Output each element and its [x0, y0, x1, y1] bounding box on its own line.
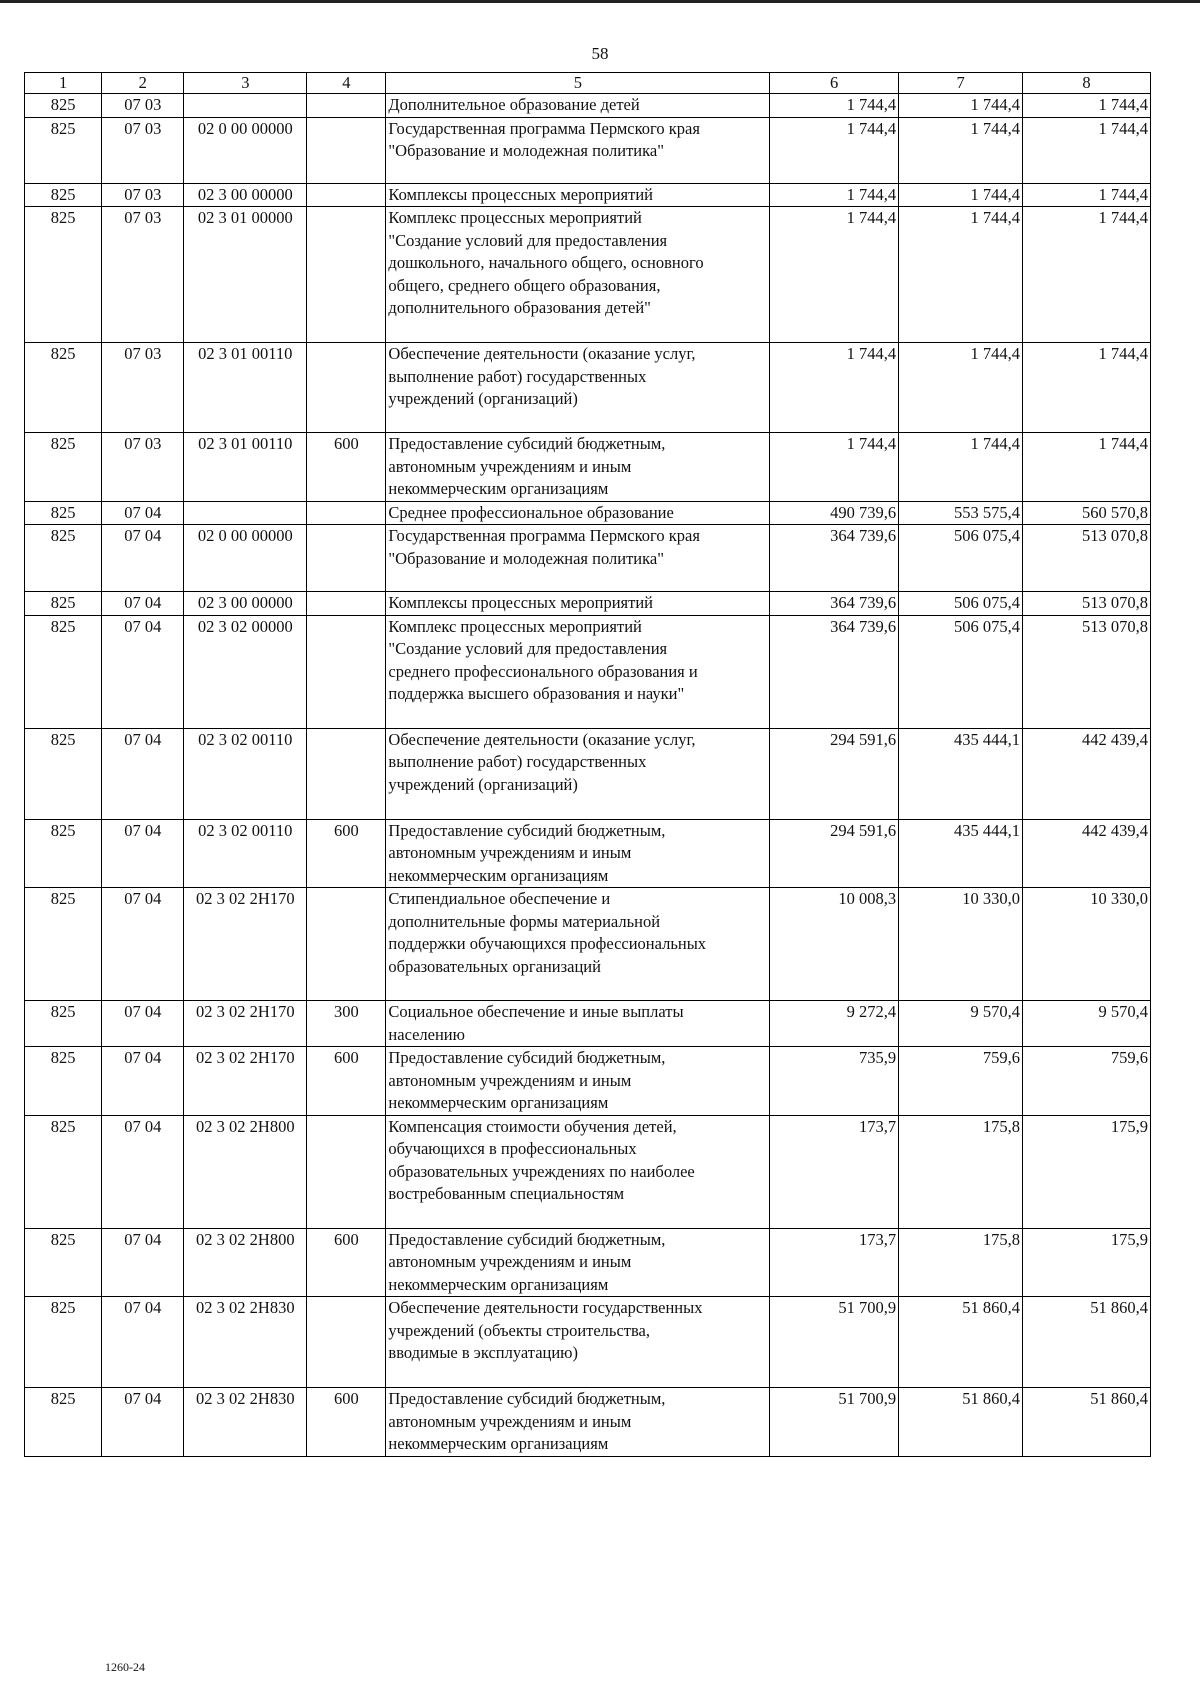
table-row [25, 1047, 1151, 1116]
expense-type-cell [307, 1115, 386, 1228]
expense-type-cell [307, 1297, 386, 1388]
target-article-cell: 02 3 02 00110 [184, 819, 307, 888]
header-col-7: 7 [899, 73, 1023, 94]
table-row [25, 1001, 1151, 1047]
section-code-cell: 07 04 [102, 592, 184, 616]
amount-col-6-cell: 1 744,4 [770, 433, 899, 502]
amount-col-8-cell: 51 860,4 [1023, 1388, 1151, 1457]
amount-col-8-cell: 513 070,8 [1023, 592, 1151, 616]
amount-col-7-cell: 9 570,4 [899, 1001, 1023, 1047]
grbs-code-cell: 825 [25, 888, 102, 1001]
grbs-code-cell: 825 [25, 1001, 102, 1047]
amount-col-6-cell: 364 739,6 [770, 592, 899, 616]
amount-col-8-cell: 1 744,4 [1023, 117, 1151, 183]
item-name-cell: Дополнительное образование детей [386, 94, 770, 118]
budget-table [24, 72, 1151, 1457]
table-row [25, 1228, 1151, 1297]
item-name-cell: Среднее профессиональное образование [386, 501, 770, 525]
table-row [25, 592, 1151, 616]
page-number: 58 [591, 44, 609, 63]
section-code-cell: 07 03 [102, 343, 184, 433]
grbs-code-cell: 825 [25, 615, 102, 728]
amount-col-7-cell: 435 444,1 [899, 819, 1023, 888]
target-article-cell: 02 3 02 2Н800 [184, 1228, 307, 1297]
expense-type-cell: 300 [307, 1001, 386, 1047]
target-article-cell: 02 3 01 00110 [184, 433, 307, 502]
grbs-code-cell: 825 [25, 1047, 102, 1116]
expense-type-cell [307, 343, 386, 433]
table-row [25, 343, 1151, 433]
item-name-cell: Предоставление субсидий бюджетным, автономным учреждениям и иным некоммерческим организациям [386, 433, 770, 502]
amount-col-8-cell: 759,6 [1023, 1047, 1151, 1116]
amount-col-8-cell: 513 070,8 [1023, 525, 1151, 592]
amount-col-7-cell: 1 744,4 [899, 94, 1023, 118]
amount-col-6-cell: 9 272,4 [770, 1001, 899, 1047]
expense-type-cell [307, 117, 386, 183]
expense-type-cell [307, 94, 386, 118]
amount-col-6-cell: 735,9 [770, 1047, 899, 1116]
amount-col-8-cell: 175,9 [1023, 1228, 1151, 1297]
amount-col-6-cell: 490 739,6 [770, 501, 899, 525]
expense-type-cell [307, 728, 386, 819]
scan-top-edge [0, 0, 1200, 3]
amount-col-7-cell: 1 744,4 [899, 117, 1023, 183]
table-row [25, 501, 1151, 525]
header-col-5: 5 [386, 73, 770, 94]
amount-col-8-cell: 10 330,0 [1023, 888, 1151, 1001]
section-code-cell: 07 04 [102, 728, 184, 819]
amount-col-6-cell: 173,7 [770, 1115, 899, 1228]
amount-col-7-cell: 51 860,4 [899, 1297, 1023, 1388]
table-row [25, 615, 1151, 728]
grbs-code-cell: 825 [25, 117, 102, 183]
amount-col-8-cell: 175,9 [1023, 1115, 1151, 1228]
amount-col-8-cell: 513 070,8 [1023, 615, 1151, 728]
expense-type-cell [307, 525, 386, 592]
section-code-cell: 07 04 [102, 1388, 184, 1457]
amount-col-6-cell: 173,7 [770, 1228, 899, 1297]
item-name-cell: Комплексы процессных мероприятий [386, 183, 770, 207]
target-article-cell: 02 3 02 2Н170 [184, 1001, 307, 1047]
amount-col-7-cell: 1 744,4 [899, 207, 1023, 343]
section-code-cell: 07 03 [102, 183, 184, 207]
amount-col-8-cell: 9 570,4 [1023, 1001, 1151, 1047]
item-name-cell: Комплекс процессных мероприятий "Создание условий для предоставления среднего профессионального образования и поддержка высшего образования и науки" [386, 615, 770, 728]
header-col-2: 2 [102, 73, 184, 94]
document-code: 1260-24 [105, 1660, 145, 1674]
amount-col-7-cell: 506 075,4 [899, 592, 1023, 616]
grbs-code-cell: 825 [25, 183, 102, 207]
amount-col-8-cell: 560 570,8 [1023, 501, 1151, 525]
target-article-cell [184, 94, 307, 118]
amount-col-6-cell: 1 744,4 [770, 183, 899, 207]
expense-type-cell [307, 615, 386, 728]
amount-col-8-cell: 1 744,4 [1023, 433, 1151, 502]
amount-col-7-cell: 759,6 [899, 1047, 1023, 1116]
expense-type-cell [307, 183, 386, 207]
table-row [25, 1297, 1151, 1388]
target-article-cell [184, 501, 307, 525]
table-row [25, 525, 1151, 592]
section-code-cell: 07 04 [102, 1001, 184, 1047]
header-col-3: 3 [184, 73, 307, 94]
section-code-cell: 07 04 [102, 501, 184, 525]
header-row [25, 73, 1151, 94]
item-name-cell: Государственная программа Пермского края "Образование и молодежная политика" [386, 117, 770, 183]
section-code-cell: 07 03 [102, 207, 184, 343]
target-article-cell: 02 3 00 00000 [184, 592, 307, 616]
amount-col-7-cell: 1 744,4 [899, 433, 1023, 502]
amount-col-6-cell: 1 744,4 [770, 117, 899, 183]
budget-table-body [25, 94, 1151, 1457]
item-name-cell: Обеспечение деятельности государственных учреждений (объекты строительства, вводимые в эксплуатацию) [386, 1297, 770, 1388]
header-col-8: 8 [1023, 73, 1151, 94]
item-name-cell: Предоставление субсидий бюджетным, автономным учреждениям и иным некоммерческим организациям [386, 1228, 770, 1297]
item-name-cell: Обеспечение деятельности (оказание услуг, выполнение работ) государственных учреждений (организаций) [386, 728, 770, 819]
table-row [25, 1388, 1151, 1457]
target-article-cell: 02 3 02 2Н170 [184, 1047, 307, 1116]
expense-type-cell [307, 888, 386, 1001]
expense-type-cell: 600 [307, 1388, 386, 1457]
table-row [25, 207, 1151, 343]
grbs-code-cell: 825 [25, 501, 102, 525]
amount-col-8-cell: 1 744,4 [1023, 207, 1151, 343]
section-code-cell: 07 04 [102, 888, 184, 1001]
item-name-cell: Обеспечение деятельности (оказание услуг, выполнение работ) государственных учреждений (организаций) [386, 343, 770, 433]
target-article-cell: 02 3 02 00000 [184, 615, 307, 728]
section-code-cell: 07 03 [102, 117, 184, 183]
amount-col-7-cell: 175,8 [899, 1115, 1023, 1228]
target-article-cell: 02 3 00 00000 [184, 183, 307, 207]
item-name-cell: Компенсация стоимости обучения детей, обучающихся в профессиональных образовательных учреждениях по наиболее востребованным специальностям [386, 1115, 770, 1228]
header-col-4: 4 [307, 73, 386, 94]
table-row [25, 728, 1151, 819]
amount-col-7-cell: 51 860,4 [899, 1388, 1023, 1457]
target-article-cell: 02 3 02 00110 [184, 728, 307, 819]
item-name-cell: Государственная программа Пермского края "Образование и молодежная политика" [386, 525, 770, 592]
section-code-cell: 07 04 [102, 1115, 184, 1228]
item-name-cell: Предоставление субсидий бюджетным, автономным учреждениям и иным некоммерческим организациям [386, 819, 770, 888]
amount-col-7-cell: 10 330,0 [899, 888, 1023, 1001]
amount-col-6-cell: 294 591,6 [770, 728, 899, 819]
section-code-cell: 07 03 [102, 433, 184, 502]
section-code-cell: 07 04 [102, 1047, 184, 1116]
target-article-cell: 02 3 02 2Н800 [184, 1115, 307, 1228]
amount-col-6-cell: 1 744,4 [770, 343, 899, 433]
amount-col-8-cell: 1 744,4 [1023, 183, 1151, 207]
expense-type-cell [307, 592, 386, 616]
section-code-cell: 07 04 [102, 615, 184, 728]
grbs-code-cell: 825 [25, 592, 102, 616]
expense-type-cell: 600 [307, 1047, 386, 1116]
item-name-cell: Комплекс процессных мероприятий "Создание условий для предоставления дошкольного, начального общего, основного общего, среднего общего образования, дополнительного образования детей" [386, 207, 770, 343]
amount-col-6-cell: 364 739,6 [770, 615, 899, 728]
header-col-1: 1 [25, 73, 102, 94]
amount-col-6-cell: 10 008,3 [770, 888, 899, 1001]
target-article-cell: 02 3 02 2Н830 [184, 1388, 307, 1457]
grbs-code-cell: 825 [25, 819, 102, 888]
target-article-cell: 02 0 00 00000 [184, 117, 307, 183]
expense-type-cell: 600 [307, 1228, 386, 1297]
amount-col-6-cell: 364 739,6 [770, 525, 899, 592]
table-row [25, 1115, 1151, 1228]
section-code-cell: 07 04 [102, 1228, 184, 1297]
grbs-code-cell: 825 [25, 525, 102, 592]
grbs-code-cell: 825 [25, 433, 102, 502]
amount-col-6-cell: 1 744,4 [770, 94, 899, 118]
target-article-cell: 02 0 00 00000 [184, 525, 307, 592]
target-article-cell: 02 3 01 00110 [184, 343, 307, 433]
amount-col-8-cell: 51 860,4 [1023, 1297, 1151, 1388]
table-row [25, 819, 1151, 888]
grbs-code-cell: 825 [25, 728, 102, 819]
grbs-code-cell: 825 [25, 1297, 102, 1388]
expense-type-cell [307, 501, 386, 525]
table-row [25, 183, 1151, 207]
amount-col-8-cell: 442 439,4 [1023, 728, 1151, 819]
amount-col-6-cell: 51 700,9 [770, 1297, 899, 1388]
item-name-cell: Стипендиальное обеспечение и дополнительные формы материальной поддержки обучающихся профессиональных образовательных организаций [386, 888, 770, 1001]
item-name-cell: Социальное обеспечение и иные выплаты населению [386, 1001, 770, 1047]
target-article-cell: 02 3 01 00000 [184, 207, 307, 343]
grbs-code-cell: 825 [25, 207, 102, 343]
amount-col-7-cell: 506 075,4 [899, 525, 1023, 592]
grbs-code-cell: 825 [25, 1388, 102, 1457]
amount-col-7-cell: 553 575,4 [899, 501, 1023, 525]
table-row [25, 433, 1151, 502]
item-name-cell: Комплексы процессных мероприятий [386, 592, 770, 616]
item-name-cell: Предоставление субсидий бюджетным, автономным учреждениям и иным некоммерческим организациям [386, 1388, 770, 1457]
amount-col-7-cell: 435 444,1 [899, 728, 1023, 819]
target-article-cell: 02 3 02 2Н830 [184, 1297, 307, 1388]
amount-col-7-cell: 1 744,4 [899, 343, 1023, 433]
grbs-code-cell: 825 [25, 1228, 102, 1297]
table-row [25, 117, 1151, 183]
amount-col-6-cell: 294 591,6 [770, 819, 899, 888]
expense-type-cell: 600 [307, 433, 386, 502]
expense-type-cell: 600 [307, 819, 386, 888]
header-col-6: 6 [770, 73, 899, 94]
target-article-cell: 02 3 02 2Н170 [184, 888, 307, 1001]
table-row [25, 94, 1151, 118]
section-code-cell: 07 04 [102, 1297, 184, 1388]
amount-col-7-cell: 506 075,4 [899, 615, 1023, 728]
amount-col-8-cell: 1 744,4 [1023, 94, 1151, 118]
section-code-cell: 07 04 [102, 819, 184, 888]
grbs-code-cell: 825 [25, 1115, 102, 1228]
amount-col-7-cell: 1 744,4 [899, 183, 1023, 207]
grbs-code-cell: 825 [25, 343, 102, 433]
table-row [25, 888, 1151, 1001]
amount-col-6-cell: 51 700,9 [770, 1388, 899, 1457]
section-code-cell: 07 04 [102, 525, 184, 592]
amount-col-7-cell: 175,8 [899, 1228, 1023, 1297]
amount-col-8-cell: 442 439,4 [1023, 819, 1151, 888]
section-code-cell: 07 03 [102, 94, 184, 118]
item-name-cell: Предоставление субсидий бюджетным, автономным учреждениям и иным некоммерческим организациям [386, 1047, 770, 1116]
expense-type-cell [307, 207, 386, 343]
grbs-code-cell: 825 [25, 94, 102, 118]
amount-col-6-cell: 1 744,4 [770, 207, 899, 343]
amount-col-8-cell: 1 744,4 [1023, 343, 1151, 433]
